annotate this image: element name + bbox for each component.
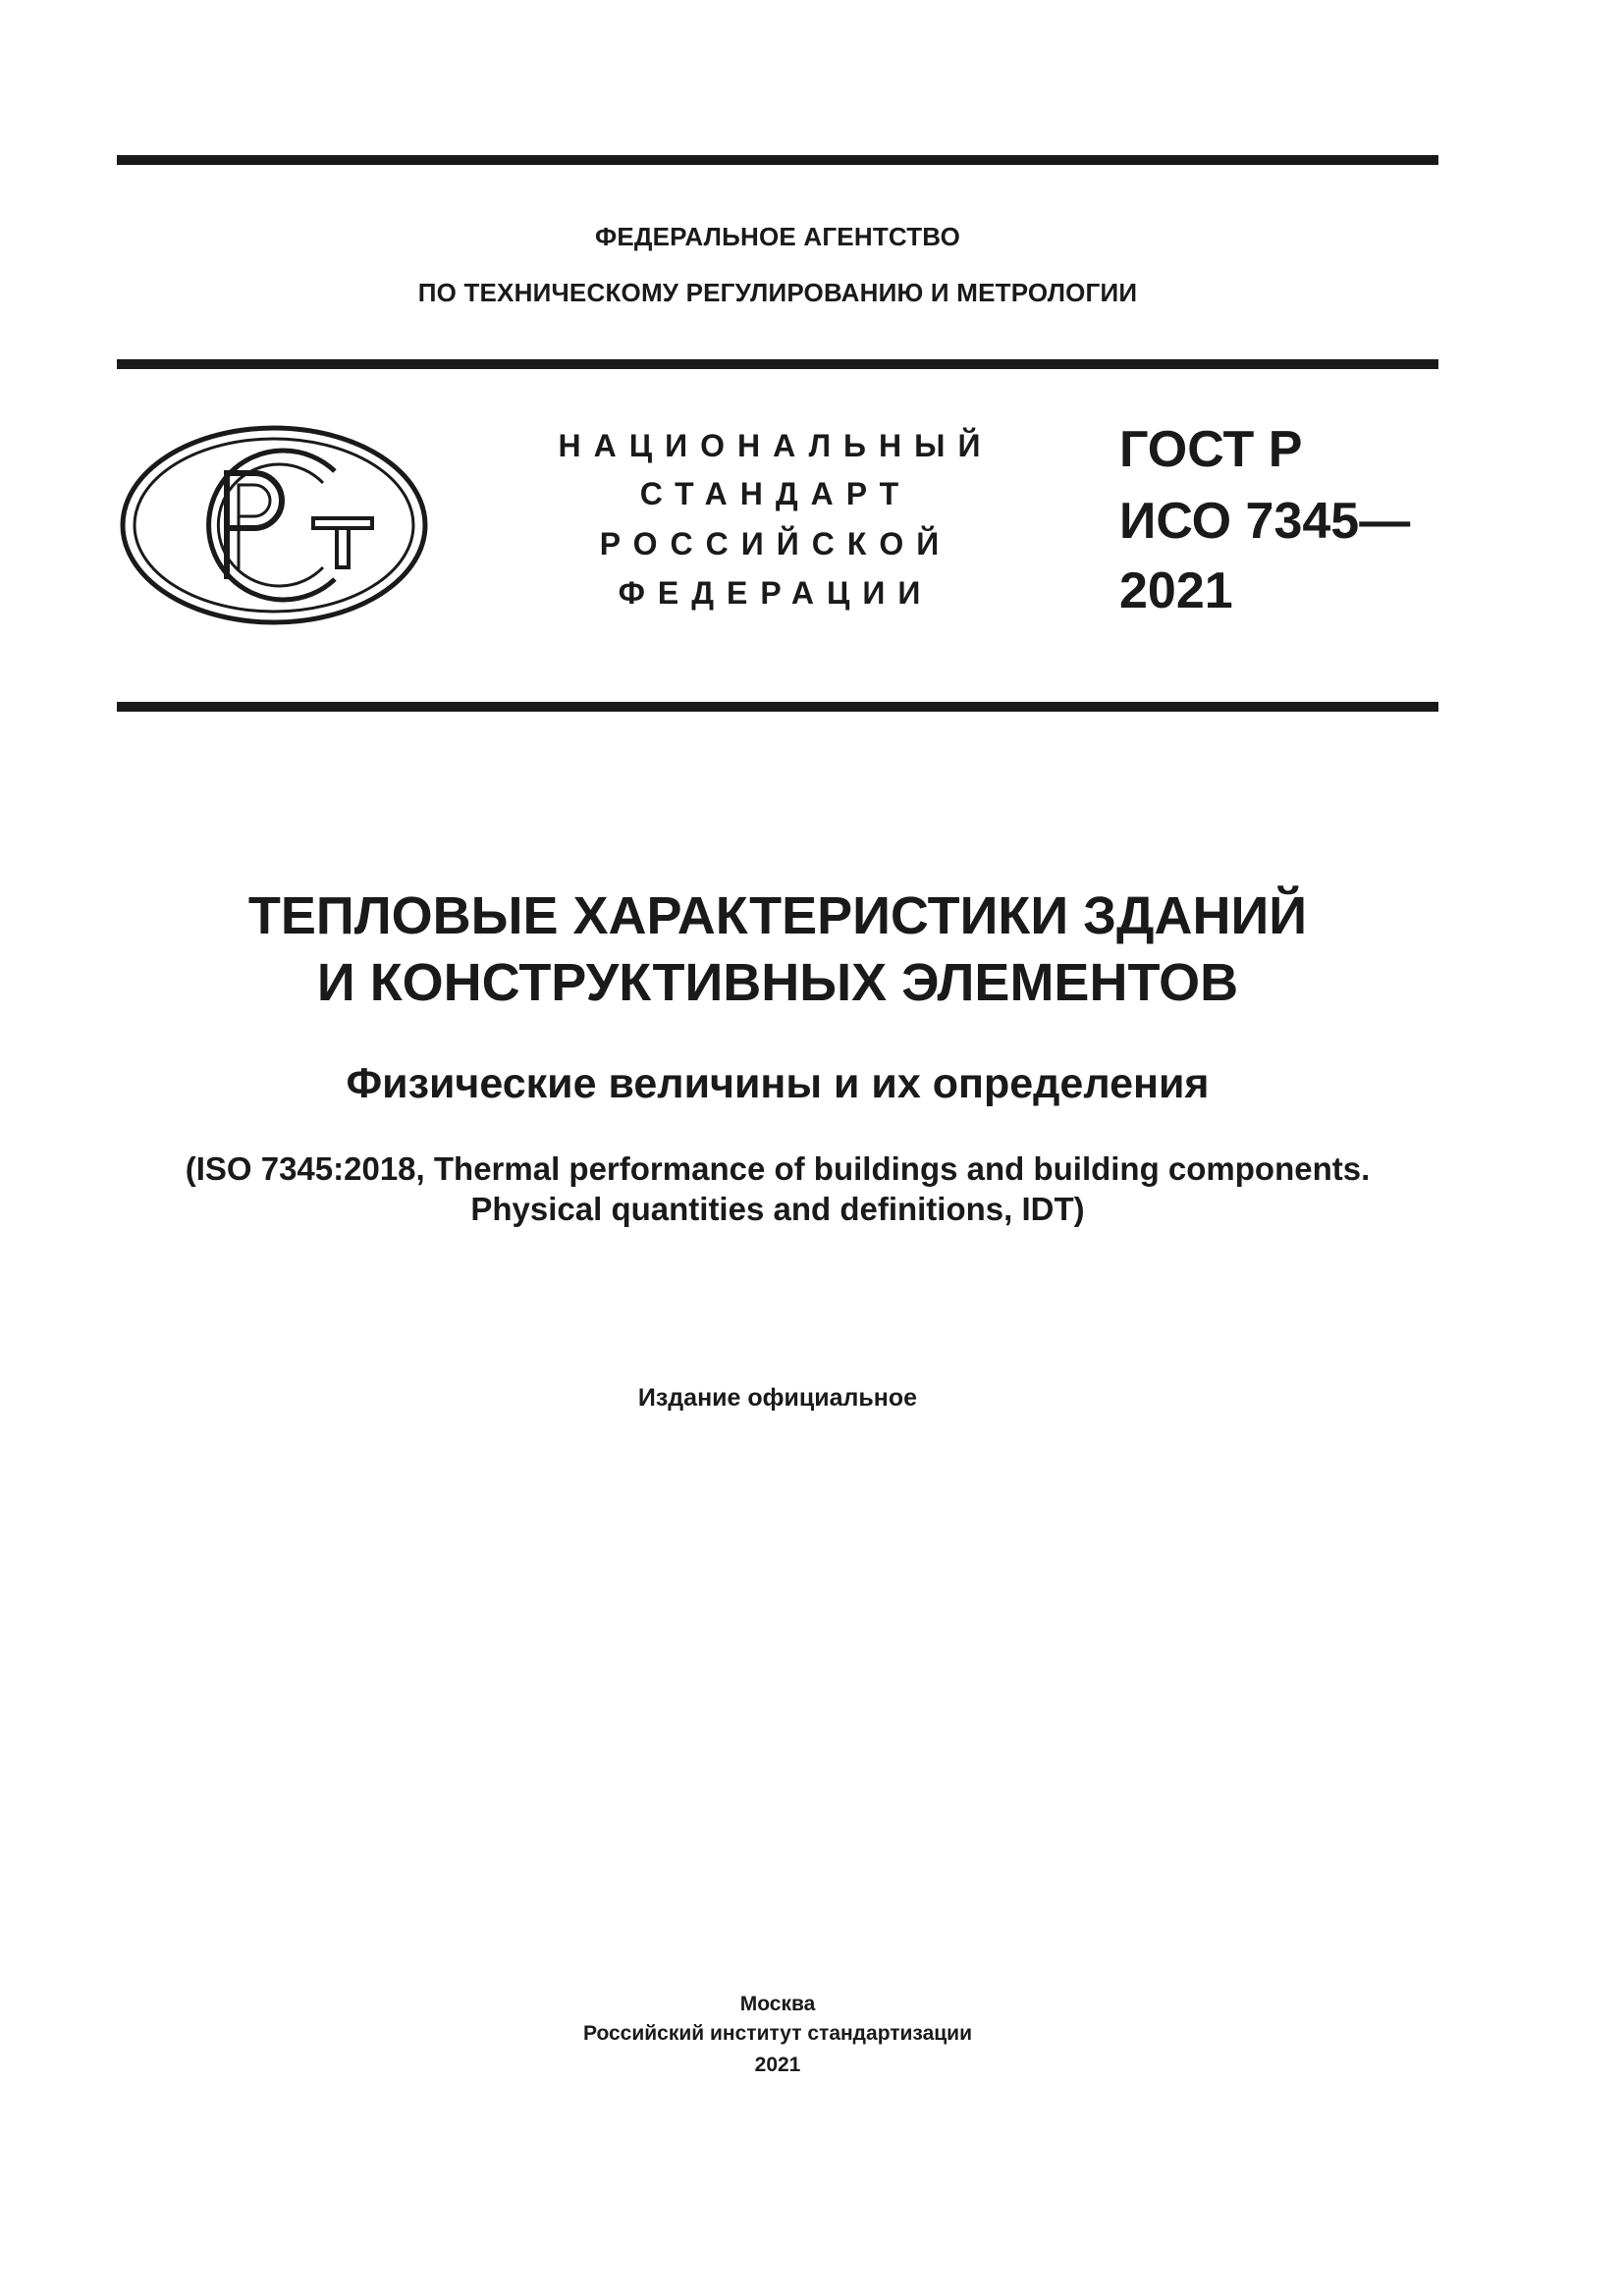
standard-designation-line1: ГОСТ Р xyxy=(1119,421,1303,478)
iso-reference-line1: (ISO 7345:2018, Thermal performance of buildings and building components. xyxy=(185,1150,1371,1187)
national-standard-line3: РОССИЙСКОЙ xyxy=(599,526,952,561)
rst-mark-icon xyxy=(117,422,431,628)
document-title-line1: ТЕПЛОВЫЕ ХАРАКТЕРИСТИКИ ЗДАНИЙ xyxy=(247,886,1308,945)
agency-name-line1: ФЕДЕРАЛЬНОЕ АГЕНТСТВО xyxy=(594,222,961,251)
standard-designation-line3: 2021 xyxy=(1119,562,1233,619)
standard-designation-line2: ИСО 7345— xyxy=(1119,493,1411,550)
top-rule xyxy=(117,155,1438,165)
agency-name-line2: ПО ТЕХНИЧЕСКОМУ РЕГУЛИРОВАНИЮ И МЕТРОЛОГИИ xyxy=(417,278,1138,307)
block-bottom-rule xyxy=(117,702,1438,712)
imprint-city: Москва xyxy=(739,1993,816,2015)
header-bottom-rule xyxy=(117,359,1438,369)
national-standard-line1: НАЦИОНАЛЬНЫЙ xyxy=(558,428,994,463)
imprint-publisher: Российский институт стандартизации xyxy=(582,2022,973,2045)
document-title-line2: И КОНСТРУКТИВНЫХ ЭЛЕМЕНТОВ xyxy=(316,953,1239,1012)
edition-label: Издание официальное xyxy=(637,1384,918,1412)
iso-reference-line2: Physical quantities and definitions, IDT) xyxy=(470,1191,1085,1227)
imprint-year: 2021 xyxy=(754,2054,801,2076)
national-standard-line4: ФЕДЕРАЦИИ xyxy=(618,575,934,611)
national-standard-line2: СТАНДАРТ xyxy=(639,476,912,511)
document-subtitle: Физические величины и их определения xyxy=(346,1060,1210,1107)
